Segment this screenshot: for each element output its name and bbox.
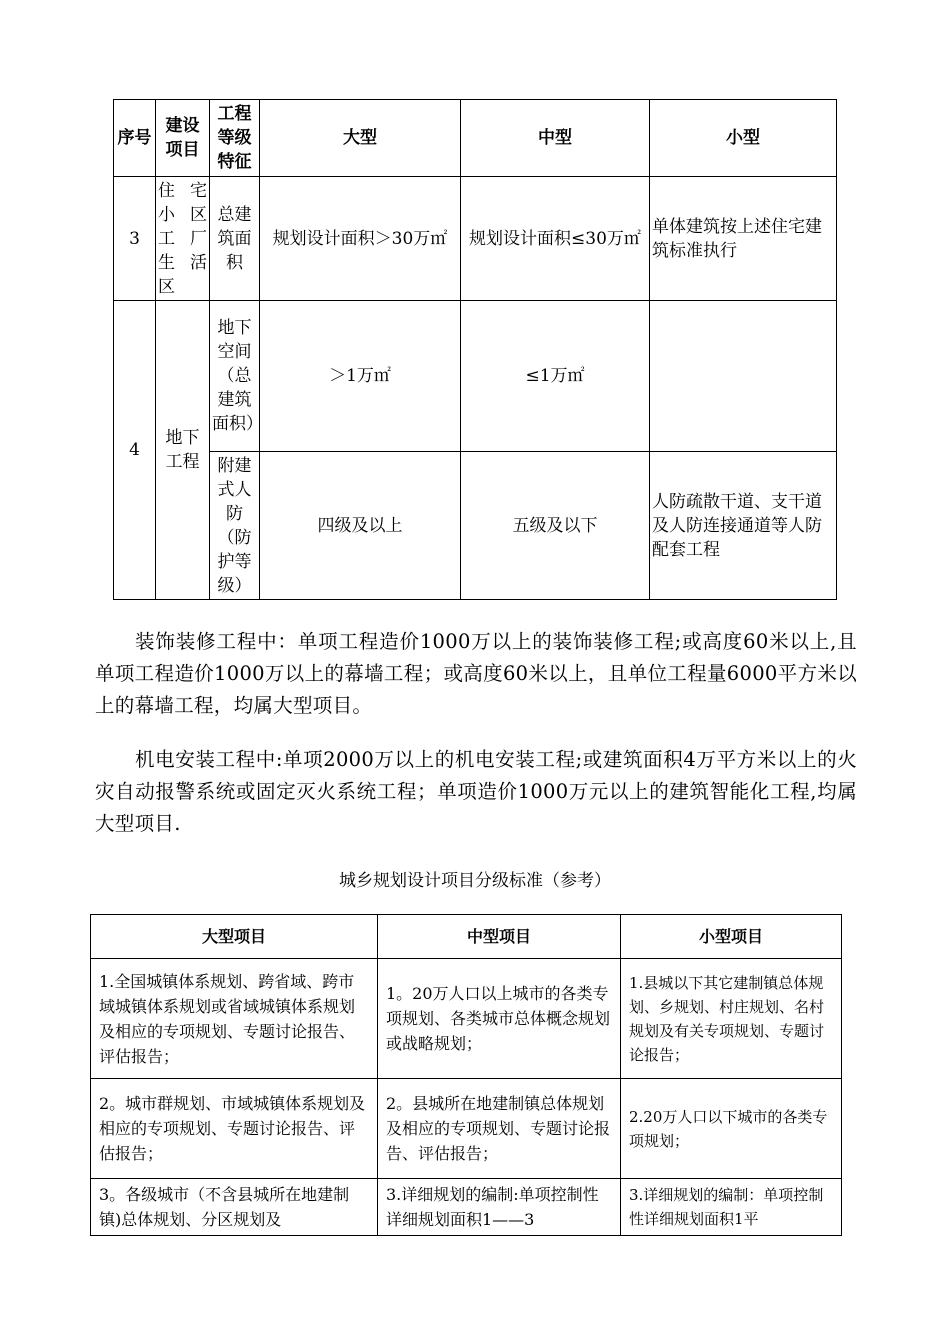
row4-sub1-medium: ≤1万㎡ — [461, 301, 650, 452]
header-medium-project: 中型项目 — [378, 915, 621, 959]
row3-item: 住宅小区工厂生活区 — [156, 177, 210, 301]
header-large-project: 大型项目 — [91, 915, 378, 959]
row2-large: 2。城市群规划、市域城镇体系规划及相应的专项规划、专题讨论报告、评估报告； — [91, 1079, 378, 1179]
row3-medium: 规划设计面积≤30万㎡ — [461, 177, 650, 301]
row2-medium: 2。县城所在地建制镇总体规划及相应的专项规划、专题讨论报告、评估报告； — [378, 1079, 621, 1179]
project-grade-table — [113, 99, 837, 600]
row3-small: 单体建筑按上述住宅建筑标准执行 — [650, 177, 837, 301]
table-header-row — [114, 100, 837, 177]
header-medium: 中型 — [461, 100, 650, 177]
table-row — [91, 1179, 842, 1236]
header-small: 小型 — [650, 100, 837, 177]
paragraph-decoration: 装饰装修工程中：单项工程造价1000万以上的装饰装修工程;或高度60米以上,且单项工程造价1000万以上的幕墙工程；或高度60米以上，且单位工程量6000平方米以上的幕墙工程，均属大型项目。 — [95, 630, 857, 717]
row2-small: 2.20万人口以下城市的各类专项规划； — [621, 1079, 842, 1179]
table-row — [114, 177, 837, 301]
row4-sub1-small — [650, 301, 837, 452]
row4-item: 地下工程 — [156, 301, 210, 600]
table-row — [114, 301, 837, 452]
planning-grade-table — [90, 914, 842, 1236]
header-no: 序号 — [114, 100, 156, 177]
table-row — [91, 959, 842, 1079]
row4-sub2-feature: 附建式人防（防护等级） — [210, 452, 260, 600]
row4-sub1-large: ＞1万㎡ — [260, 301, 461, 452]
row4-sub2-large: 四级及以上 — [260, 452, 461, 600]
row3-large: 3。各级城市（不含县城所在地建制镇)总体规划、分区规划及 — [91, 1179, 378, 1236]
row1-large: 1.全国城镇体系规划、跨省域、跨市域城镇体系规划或省域城镇体系规划及相应的专项规划、专题讨论报告、评估报告； — [91, 959, 378, 1079]
row3-feature: 总建筑面积 — [210, 177, 260, 301]
row4-sub1-feature: 地下空间（总建筑面积） — [210, 301, 260, 452]
row4-sub2-small: 人防疏散干道、支干道及人防连接通道等人防配套工程 — [650, 452, 837, 600]
table-caption: 城乡规划设计项目分级标准（参考） — [339, 871, 611, 891]
row3-small: 3.详细规划的编制：单项控制性详细规划面积1平 — [621, 1179, 842, 1236]
header-small-project: 小型项目 — [621, 915, 842, 959]
header-item: 建设项目 — [156, 100, 210, 177]
table-row — [114, 452, 837, 600]
header-large: 大型 — [260, 100, 461, 177]
paragraph-electromechanical: 机电安装工程中:单项2000万以上的机电安装工程;或建筑面积4万平方米以上的火灾自动报警系统或固定灭火系统工程；单项造价1000万元以上的建筑智能化工程,均属大型项目. — [95, 748, 857, 835]
row4-no: 4 — [114, 301, 156, 600]
row1-medium: 1。20万人口以上城市的各类专项规划、各类城市总体概念规划或战略规划； — [378, 959, 621, 1079]
row3-large: 规划设计面积＞30万㎡ — [260, 177, 461, 301]
row3-medium: 3.详细规划的编制:单项控制性详细规划面积1——3 — [378, 1179, 621, 1236]
row3-no: 3 — [114, 177, 156, 301]
table-header-row — [91, 915, 842, 959]
table-row — [91, 1079, 842, 1179]
row4-sub2-medium: 五级及以下 — [461, 452, 650, 600]
header-feature: 工程等级特征 — [210, 100, 260, 177]
row1-small: 1.县城以下其它建制镇总体规划、乡规划、村庄规划、名村规划及有关专项规划、专题讨论报告； — [621, 959, 842, 1079]
